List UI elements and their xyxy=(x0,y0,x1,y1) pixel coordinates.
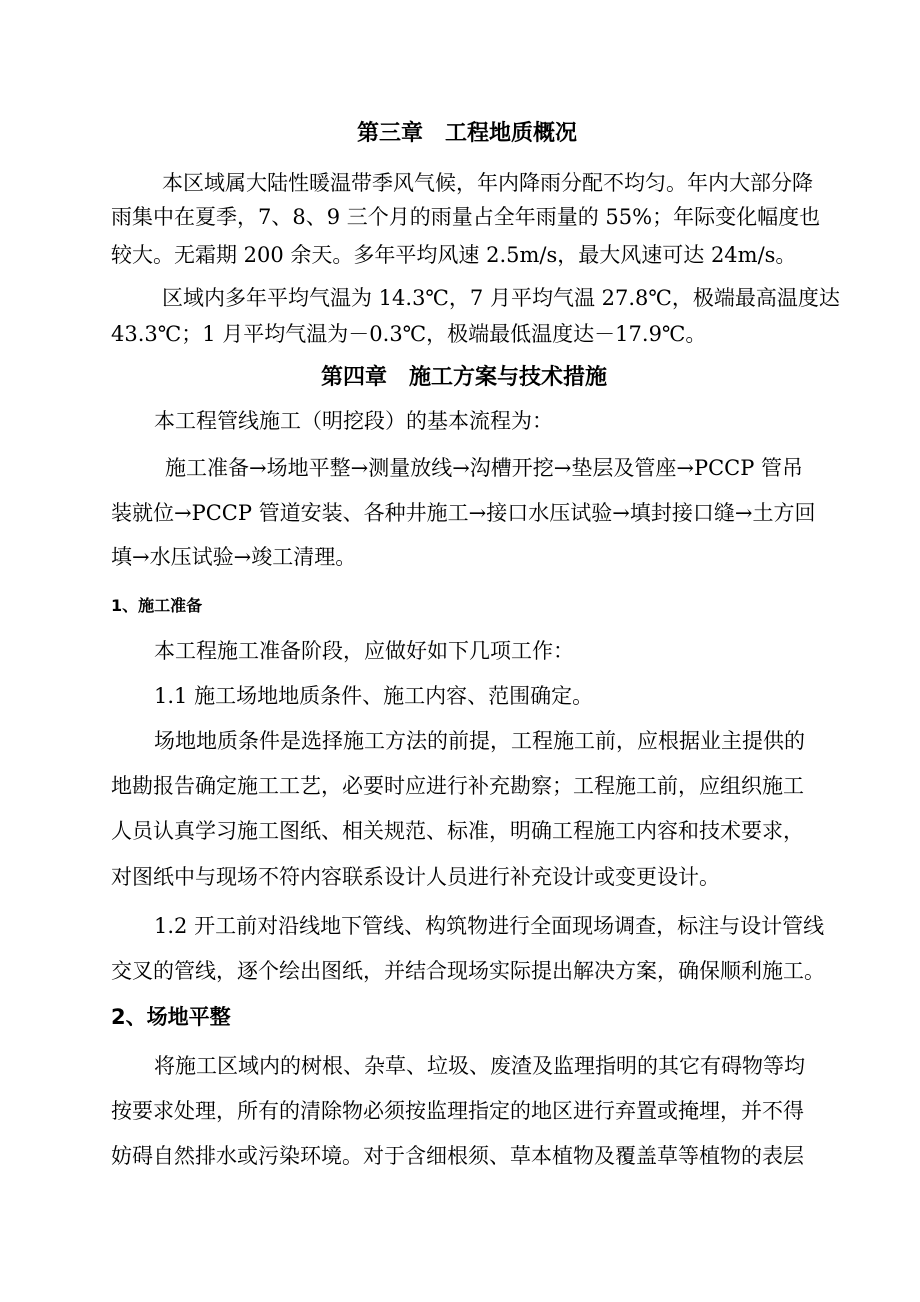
chapter-3-paragraph-1-line-2: 雨集中在夏季，7、8、9 三个月的雨量占全年雨量的 55%；年际变化幅度也 xyxy=(111,205,821,229)
chapter-3-paragraph-1-line-1: 本区域属大陆性暖温带季风气候，年内降雨分配不均匀。年内大部分降 xyxy=(162,171,813,195)
chapter-3-paragraph-1-line-3: 较大。无霜期 200 余天。多年平均风速 2.5m/s，最大风速可达 24m/s。 xyxy=(111,243,797,267)
construction-flow-line-3: 填→水压试验→竣工清理。 xyxy=(111,545,357,569)
item-1-2-body-line-1: 1.2 开工前对沿线地下管线、构筑物进行全面现场调查，标注与设计管线 xyxy=(154,914,825,938)
construction-flow-line-1: 施工准备→场地平整→测量放线→沟槽开挖→垫层及管座→PCCP 管吊 xyxy=(165,456,804,480)
item-1-1-title: 1.1 施工场地地质条件、施工内容、范围确定。 xyxy=(154,684,594,708)
item-1-1-body-line-3: 人员认真学习施工图纸、相关规范、标准，明确工程施工内容和技术要求， xyxy=(111,819,804,843)
section-2-body-line-3: 妨碍自然排水或污染环境。对于含细根须、草本植物及覆盖草等植物的表层 xyxy=(111,1144,804,1168)
section-2-body-line-2: 按要求处理，所有的清除物必须按监理指定的地区进行弃置或掩埋，并不得 xyxy=(111,1099,804,1123)
chapter-4-title: 第四章 施工方案与技术措施 xyxy=(321,364,608,390)
item-1-1-body-line-4: 对图纸中与现场不符内容联系设计人员进行补充设计或变更设计。 xyxy=(111,865,720,889)
chapter-3-paragraph-2-line-1: 区域内多年平均气温为 14.3℃，7 月平均气温 27.8℃，极端最高温度达 xyxy=(162,286,840,310)
chapter-3-title: 第三章 工程地质概况 xyxy=(357,120,578,146)
chapter-3-paragraph-2-line-2: 43.3℃；1 月平均气温为－0.3℃，极端最低温度达－17.9℃。 xyxy=(111,322,707,346)
section-2-title: 2、场地平整 xyxy=(111,1005,231,1029)
item-1-1-body-line-2: 地勘报告确定施工工艺，必要时应进行补充勘察；工程施工前，应组织施工 xyxy=(111,774,804,798)
chapter-4-intro: 本工程管线施工（明挖段）的基本流程为： xyxy=(154,409,553,433)
section-1-title: 1、施工准备 xyxy=(111,596,203,615)
section-2-body-line-1: 将施工区域内的树根、杂草、垃圾、废渣及监理指明的其它有碍物等均 xyxy=(154,1054,805,1078)
item-1-2-body-line-2: 交叉的管线，逐个绘出图纸，并结合现场实际提出解决方案，确保顺利施工。 xyxy=(111,959,825,983)
construction-flow-line-2: 装就位→PCCP 管道安装、各种井施工→接口水压试验→填封接口缝→土方回 xyxy=(111,501,816,525)
item-1-1-body-line-1: 场地地质条件是选择施工方法的前提，工程施工前，应根据业主提供的 xyxy=(154,729,805,753)
section-1-intro: 本工程施工准备阶段，应做好如下几项工作： xyxy=(154,639,574,663)
